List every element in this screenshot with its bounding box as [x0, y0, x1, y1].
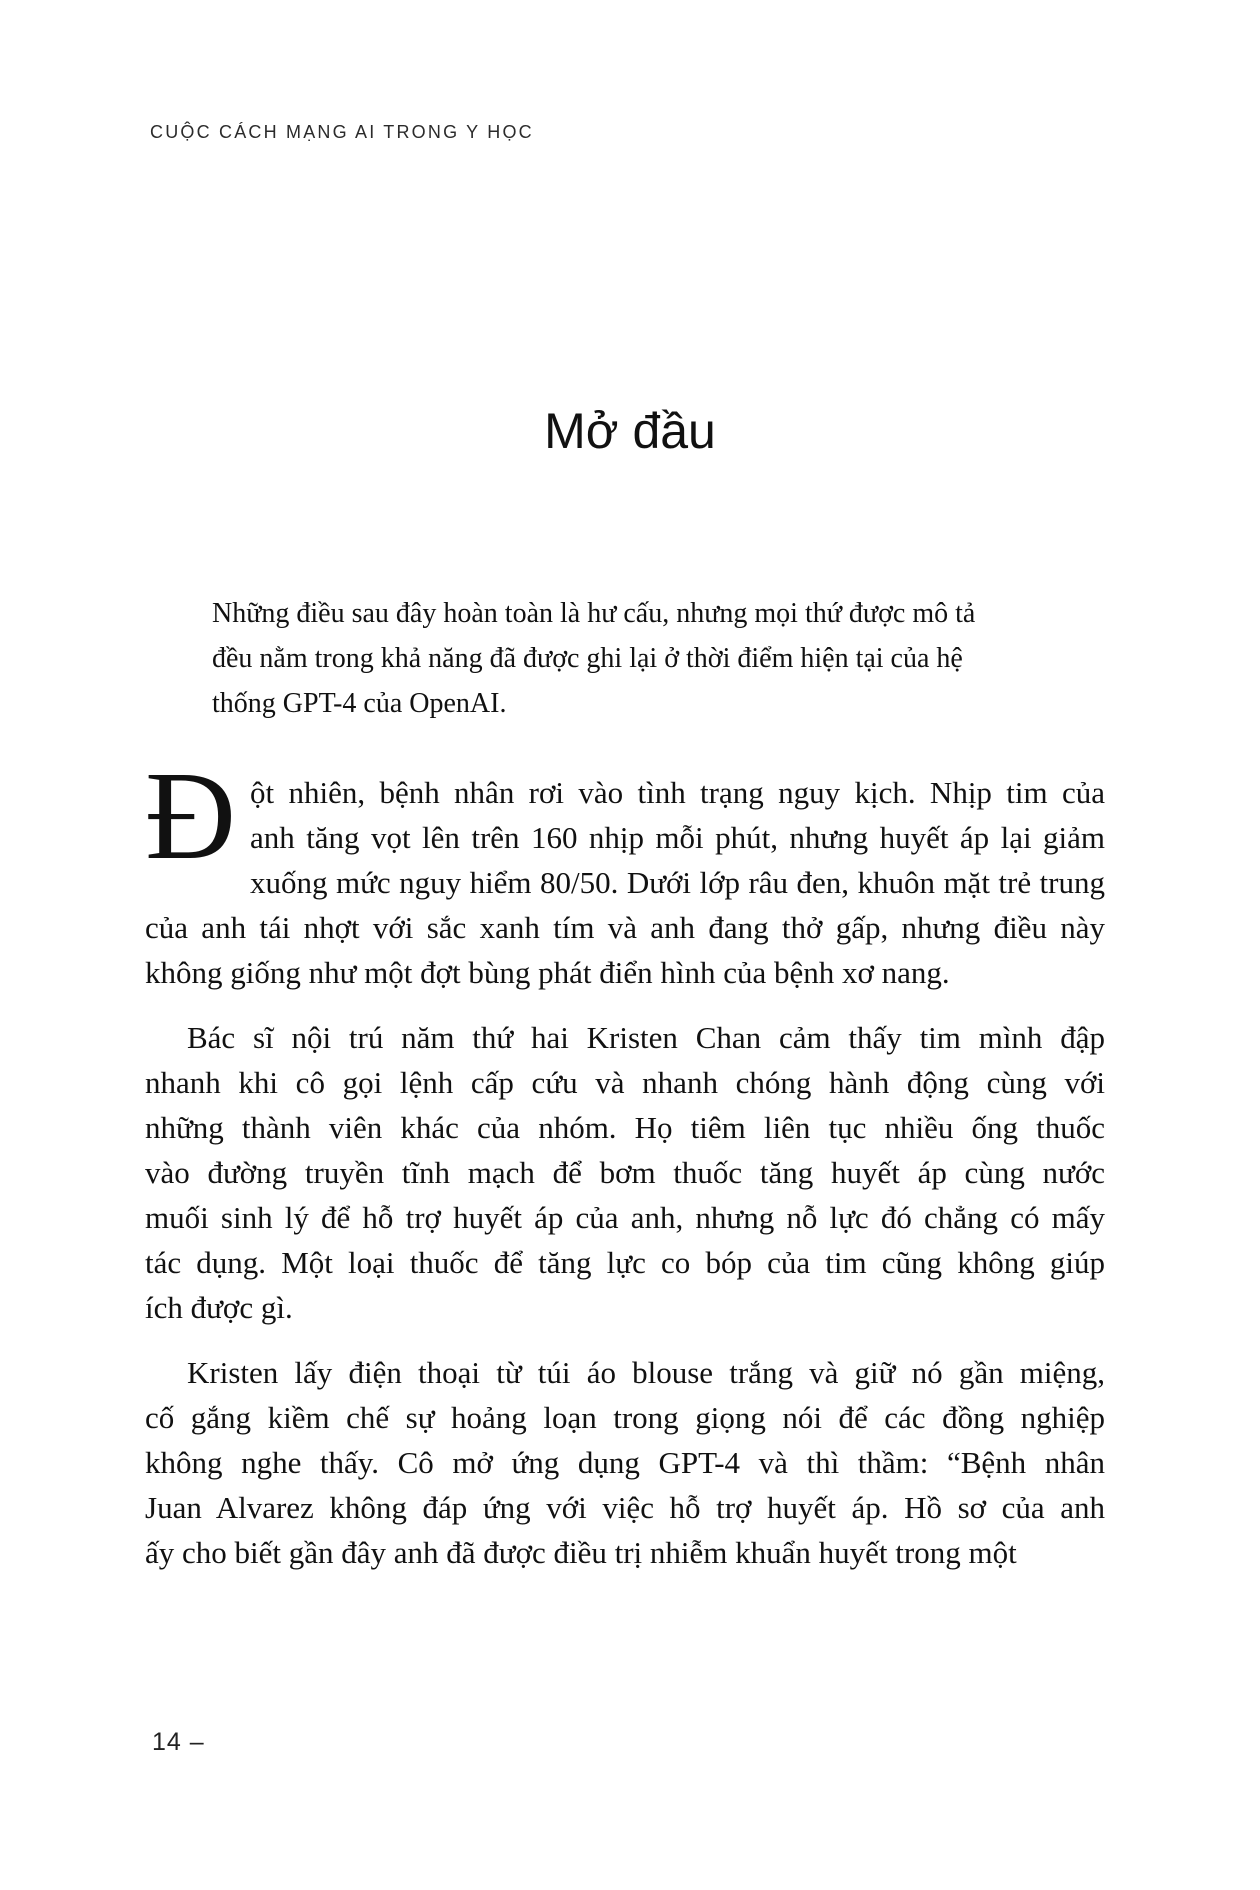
- paragraph-3: [145, 1350, 1105, 1575]
- text-line: những thành viên khác của nhóm. Họ tiêm liên tục nhiều ống thuốc: [145, 1110, 1105, 1145]
- intro-line: Những điều sau đây hoàn toàn là hư cấu, nhưng mọi thứ được mô tả: [212, 598, 976, 629]
- paragraph-2: [145, 1015, 1105, 1330]
- text-line: vào đường truyền tĩnh mạch để bơm thuốc tăng huyết áp cùng nước: [145, 1155, 1105, 1190]
- text-line: Bác sĩ nội trú năm thứ hai Kristen Chan cảm thấy tim mình đập: [187, 1020, 1105, 1055]
- paragraph-1: [145, 747, 1105, 995]
- text-line: nhanh khi cô gọi lệnh cấp cứu và nhanh chóng hành động cùng với: [145, 1065, 1105, 1100]
- text-line: Kristen lấy điện thoại từ túi áo blouse trắng và giữ nó gần miệng,: [187, 1355, 1105, 1390]
- dropcap-letter: Đ: [145, 747, 236, 886]
- intro-line: đều nằm trong khả năng đã được ghi lại ở thời điểm hiện tại của hệ: [212, 643, 963, 674]
- text-line: ấy cho biết gần đây anh đã được điều trị nhiễm khuẩn huyết trong một: [145, 1535, 1017, 1570]
- chapter-title: Mở đầu: [544, 403, 716, 459]
- running-header: CUỘC CÁCH MẠNG AI TRONG Y HỌC: [150, 122, 534, 142]
- text-line: xuống mức nguy hiểm 80/50. Dưới lớp râu đen, khuôn mặt trẻ trung: [250, 865, 1105, 900]
- text-line: muối sinh lý để hỗ trợ huyết áp của anh, nhưng nỗ lực đó chẳng có mấy: [145, 1200, 1105, 1235]
- text-line: anh tăng vọt lên trên 160 nhịp mỗi phút, nhưng huyết áp lại giảm: [250, 820, 1105, 855]
- intro-line: thống GPT-4 của OpenAI.: [212, 688, 507, 719]
- text-line: Juan Alvarez không đáp ứng với việc hỗ trợ huyết áp. Hồ sơ của anh: [145, 1490, 1105, 1525]
- text-line: ích được gì.: [145, 1290, 293, 1325]
- intro-paragraph: [212, 591, 1057, 726]
- text-line: cố gắng kiềm chế sự hoảng loạn trong giọng nói để các đồng nghiệp: [145, 1400, 1105, 1435]
- text-line: tác dụng. Một loại thuốc để tăng lực co bóp của tim cũng không giúp: [145, 1245, 1105, 1280]
- text-line: không nghe thấy. Cô mở ứng dụng GPT-4 và thì thầm: “Bệnh nhân: [145, 1445, 1105, 1480]
- body-text: [145, 747, 1105, 1595]
- text-line: ột nhiên, bệnh nhân rơi vào tình trạng nguy kịch. Nhịp tim của: [250, 775, 1105, 810]
- text-line: không giống như một đợt bùng phát điển hình của bệnh xơ nang.: [145, 955, 950, 990]
- text-line: của anh tái nhợt với sắc xanh tím và anh đang thở gấp, nhưng điều này: [145, 910, 1105, 945]
- page-number: 14 –: [152, 1728, 205, 1756]
